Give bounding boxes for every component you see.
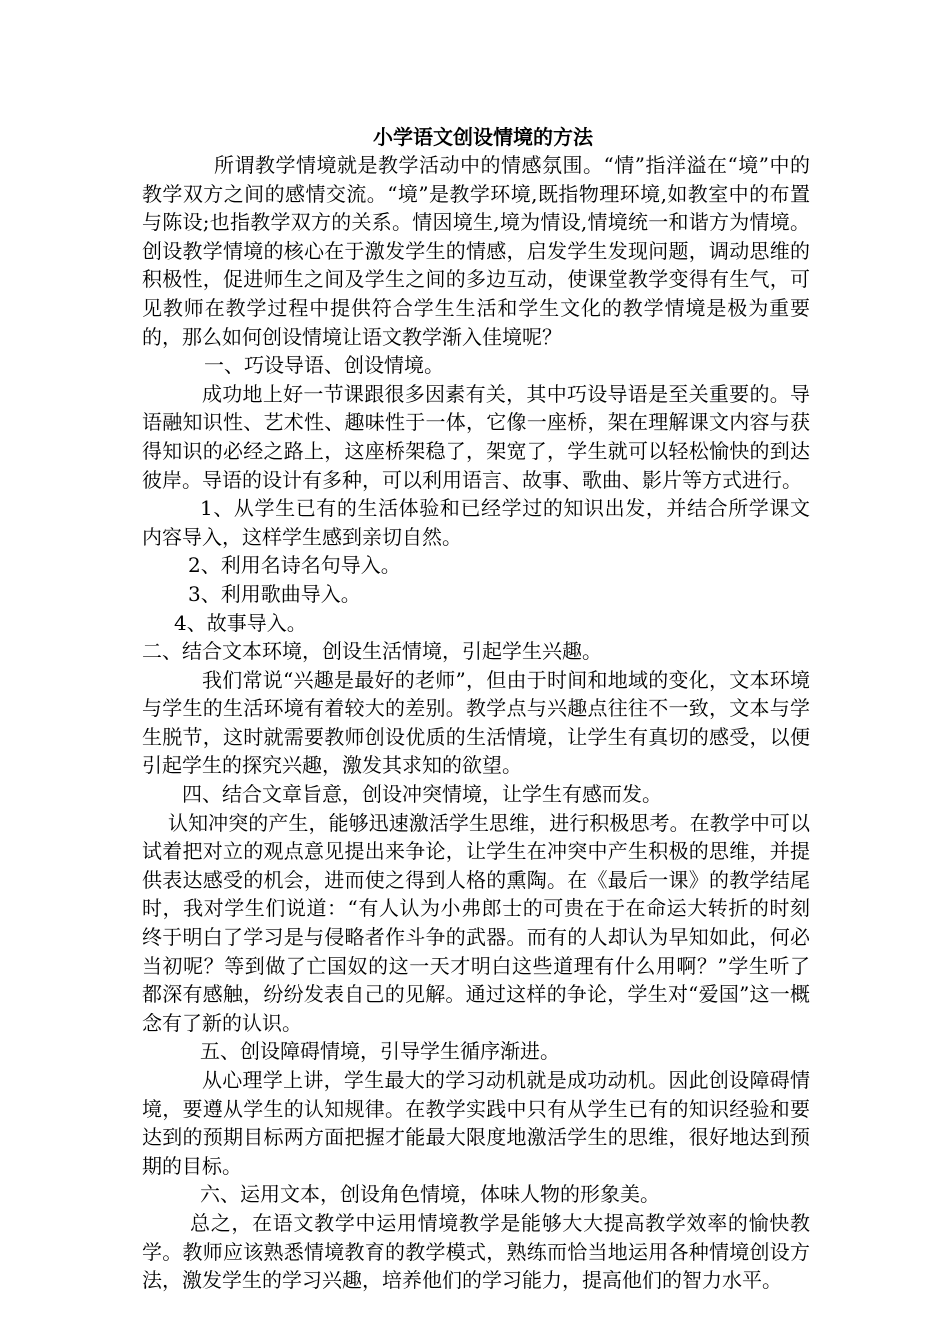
- list-item-3: 3、利用歌曲导入。: [188, 581, 361, 606]
- section-heading-5: 五、创设障碍情境，引导学生循序渐进。: [200, 1039, 560, 1064]
- list-item-1: 1、从学生已有的生活体验和已经学过的知识出发，并结合所学课文内容导入，这样学生感到亲切自然。: [142, 496, 810, 549]
- conclusion-paragraph: 总之，在语文教学中运用情境教学是能够大大提高教学效率的愉快教学。教师应该熟悉情境教育的教学模式，熟练而恰当地运用各种情境创设方法，激发学生的学习兴趣，培养他们的学习能力，提高他们的智力水平。: [142, 1210, 810, 1293]
- section-4-paragraph: 认知冲突的产生，能够迅速激活学生思维，进行积极思考。在教学中可以试着把对立的观点意见提出来争论，让学生在冲突中产生积极的思维，并提供表达感受的机会，进而使之得到人格的熏陶。在《最后一课》的教学结尾时，我对学生们说道：“有人认为小弗郎士的可贵在于在命运大转折的时刻终于明白了学习是与侵略者作斗争的武器。而有的人却认为早知如此，何必当初呢？等到做了亡国奴的这一天才明白这些道理有什么用啊？”学生听了都深有感触，纷纷发表自己的见解。通过这样的争论，学生对“爱国”这一概念有了新的认识。: [142, 810, 810, 1035]
- section-2-paragraph: 我们常说“兴趣是最好的老师”，但由于时间和地域的变化，文本环境与学生的生活环境有着较大的差别。教学点与兴趣点往往不一致，文本与学生脱节，这时就需要教师创设优质的生活情境，让学生有真切的感受，以便引起学生的探究兴趣，激发其求知的欲望。: [142, 667, 810, 778]
- document-body: [142, 123, 810, 1295]
- section-5-paragraph: 从心理学上讲，学生最大的学习动机就是成功动机。因此创设障碍情境，要遵从学生的认知规律。在教学实践中只有从学生已有的知识经验和要达到的预期目标两方面把握才能最大限度地激活学生的思维，很好地达到预期的目标。: [142, 1068, 810, 1178]
- list-item-4: 4、故事导入。: [174, 610, 307, 635]
- section-heading-2: 二、结合文本环境，创设生活情境，引起学生兴趣。: [142, 639, 602, 664]
- section-heading-6: 六、运用文本，创设角色情境，体味人物的形象美。: [200, 1182, 660, 1207]
- section-heading-1: 一、巧设导语、创设情境。: [204, 353, 444, 378]
- intro-paragraph: 所谓教学情境就是教学活动中的情感氛围。“情”指洋溢在“境”中的教学双方之间的感情交流。“境”是教学环境,既指物理环境,如教室中的布置与陈设;也指教学双方的关系。情因境生,境为情设,情境统一和谐方为情境。创设教学情境的核心在于激发学生的情感，启发学生发现问题，调动思维的积极性，促进师生之间及学生之间的多边互动，使课堂教学变得有生气，可见教师在教学过程中提供符合学生生活和学生文化的教学情境是极为重要的，那么如何创设情境让语文教学渐入佳境呢？: [142, 153, 810, 349]
- section-heading-4: 四、结合文章旨意，创设冲突情境，让学生有感而发。: [182, 782, 662, 807]
- page-title: 小学语文创设情境的方法: [373, 125, 593, 149]
- list-item-2: 2、利用名诗名句导入。: [188, 553, 401, 578]
- section-1-paragraph: 成功地上好一节课跟很多因素有关，其中巧设导语是至关重要的。导语融知识性、艺术性、趣味性于一体，它像一座桥，架在理解课文内容与获得知识的必经之路上，这座桥架稳了，架宽了，学生就可以轻松愉快的到达彼岸。导语的设计有多种，可以利用语言、故事、歌曲、影片等方式进行。: [142, 381, 810, 492]
